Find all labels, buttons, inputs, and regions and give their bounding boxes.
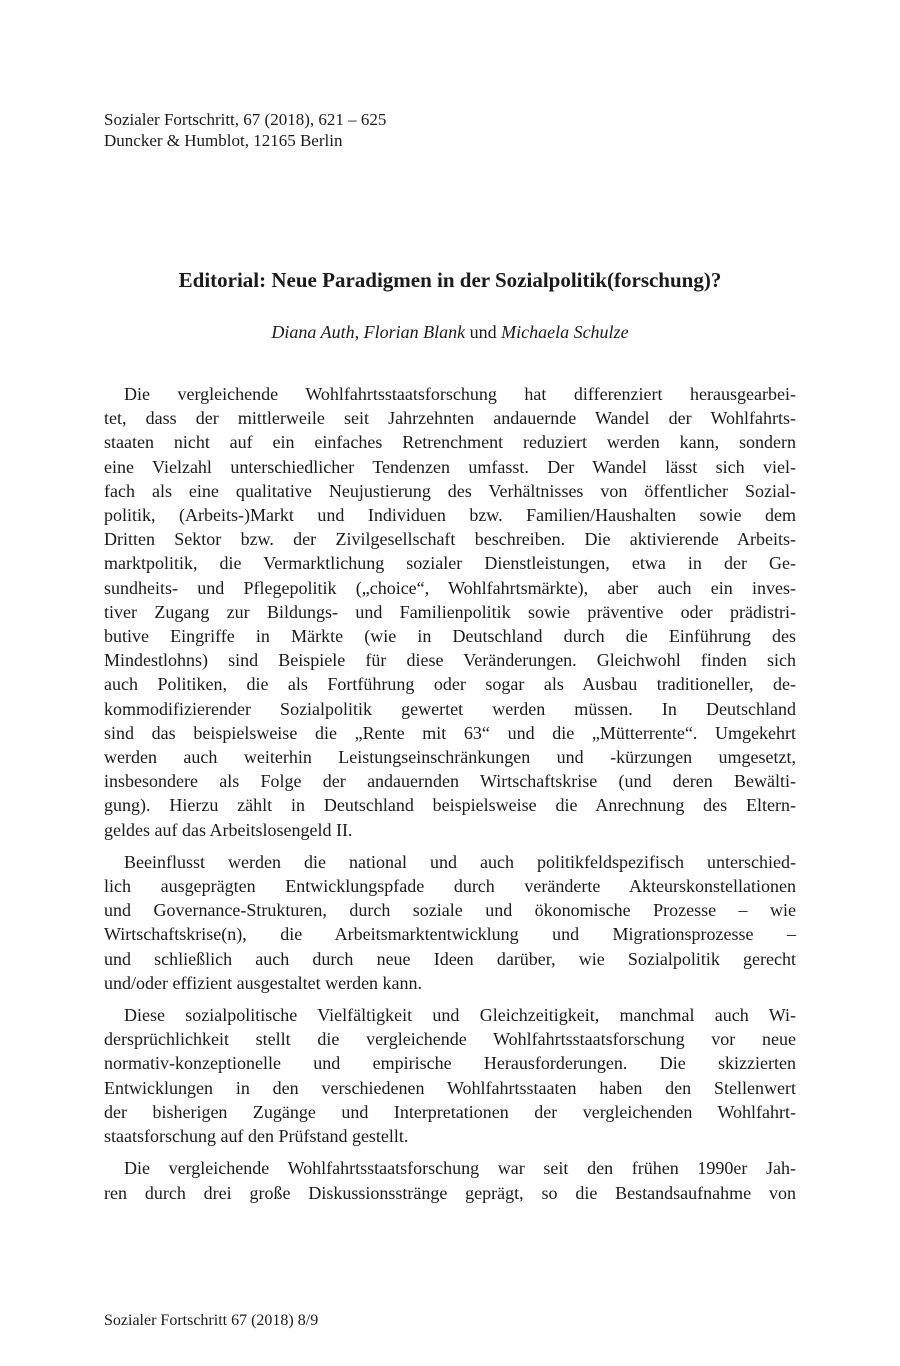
text-line: Wirtschaftskrise(n), die Arbeitsmarktentwicklung und Migrationsprozesse –: [104, 924, 796, 945]
text-line: Mindestlohns) sind Beispiele für diese Veränderungen. Gleichwohl finden sich: [104, 650, 796, 671]
text-line: normativ-konzeptionelle und empirische Herausforderungen. Die skizzierten: [104, 1053, 796, 1074]
text-line: werden auch weiterhin Leistungseinschränkungen und -kürzungen umgesetzt,: [104, 747, 796, 768]
text-line: Diese sozialpolitische Vielfältigkeit und Gleichzeitigkeit, manchmal auch Wi-: [124, 1005, 796, 1026]
text-line: politik, (Arbeits-)Markt und Individuen bzw. Familien/Haushalten sowie dem: [104, 505, 796, 526]
text-line: ren durch drei große Diskussionsstränge geprägt, so die Bestandsaufnahme von: [104, 1182, 796, 1203]
author-name: Michaela Schulze: [501, 322, 629, 342]
text-line: sind das beispielsweise die „Rente mit 63“ und die „Mütterrente“. Umgekehrt: [104, 722, 796, 743]
text-line: kommodifizierender Sozialpolitik gewertet werden müssen. In Deutschland: [104, 698, 796, 719]
text-line: Dritten Sektor bzw. der Zivilgesellschaft beschreiben. Die aktivierende Arbeits-: [104, 529, 796, 550]
text-line: marktpolitik, die Vermarktlichung sozialer Dienstleistungen, etwa in der Ge-: [104, 553, 796, 574]
author-name: Florian Blank: [363, 322, 466, 342]
author-name: Diana Auth: [271, 322, 355, 342]
paragraph: [104, 382, 796, 842]
journal-citation: Sozialer Fortschritt, 67 (2018), 621 – 625: [104, 110, 387, 129]
paragraph: [104, 850, 796, 995]
text-line: insbesondere als Folge der andauernden Wirtschaftskrise (und deren Bewälti-: [104, 771, 796, 792]
text-line: Die vergleichende Wohlfahrtsstaatsforschung war seit den frühen 1990er Jah-: [124, 1158, 796, 1179]
text-line: Entwicklungen in den verschiedenen Wohlfahrtsstaaten haben den Stellenwert: [104, 1077, 796, 1098]
publisher-line: Duncker & Humblot, 12165 Berlin: [104, 131, 343, 150]
paragraph: [104, 1156, 796, 1204]
text-line: tet, dass der mittlerweile seit Jahrzehnten andauernde Wandel der Wohlfahrts-: [104, 408, 796, 429]
text-line: geldes auf das Arbeitslosengeld II.: [104, 819, 353, 840]
text-line: butive Eingriffe in Märkte (wie in Deutschland durch die Einführung des: [104, 626, 796, 647]
text-line: und/oder effizient ausgestaltet werden kann.: [104, 972, 423, 993]
text-line: lich ausgeprägten Entwicklungspfade durch veränderte Akteurskonstellationen: [104, 876, 796, 897]
text-line: gung). Hierzu zählt in Deutschland beispielsweise die Anrechnung des Eltern-: [104, 795, 796, 816]
text-line: staatsforschung auf den Prüfstand gestellt.: [104, 1126, 409, 1147]
text-line: eine Vielzahl unterschiedlicher Tendenzen umfasst. Der Wandel lässt sich viel-: [104, 456, 796, 477]
text-line: Die vergleichende Wohlfahrtsstaatsforschung hat differenziert herausgearbei-: [124, 384, 796, 404]
journal-header: [104, 109, 386, 151]
article-title: Editorial: Neue Paradigmen in der Sozialpolitik(forschung)?: [178, 268, 722, 292]
text-line: und schließlich auch durch neue Ideen darüber, wie Sozialpolitik gerecht: [104, 948, 796, 969]
page-footer: Sozialer Fortschritt 67 (2018) 8/9: [104, 1312, 319, 1329]
author-conjunction: und: [465, 322, 502, 342]
text-line: fach als eine qualitative Neujustierung des Verhältnisses von öffentlicher Sozial-: [104, 480, 796, 501]
text-line: sundheits- und Pflegepolitik („choice“, Wohlfahrtsmärkte), aber auch ein inves-: [104, 577, 796, 598]
text-line: Beeinflusst werden die national und auch politikfeldspezifisch unterschied-: [124, 851, 796, 872]
text-line: auch Politiken, die als Fortführung oder sogar als Ausbau traditioneller, de-: [104, 674, 796, 695]
author-separator: ,: [354, 322, 364, 342]
paragraph: [104, 1003, 796, 1148]
text-line: dersprüchlichkeit stellt die vergleichende Wohlfahrtsstaatsforschung vor neue: [104, 1029, 796, 1050]
author-line: [104, 320, 796, 344]
text-line: der bisherigen Zugänge und Interpretationen der vergleichenden Wohlfahrt-: [104, 1101, 796, 1122]
article-body: [104, 382, 796, 1213]
text-line: tiver Zugang zur Bildungs- und Familienpolitik sowie präventive oder prädistri-: [104, 601, 796, 622]
text-line: staaten nicht auf ein einfaches Retrenchment reduziert werden kann, sondern: [104, 432, 796, 453]
text-line: und Governance-Strukturen, durch soziale und ökonomische Prozesse – wie: [104, 900, 796, 921]
